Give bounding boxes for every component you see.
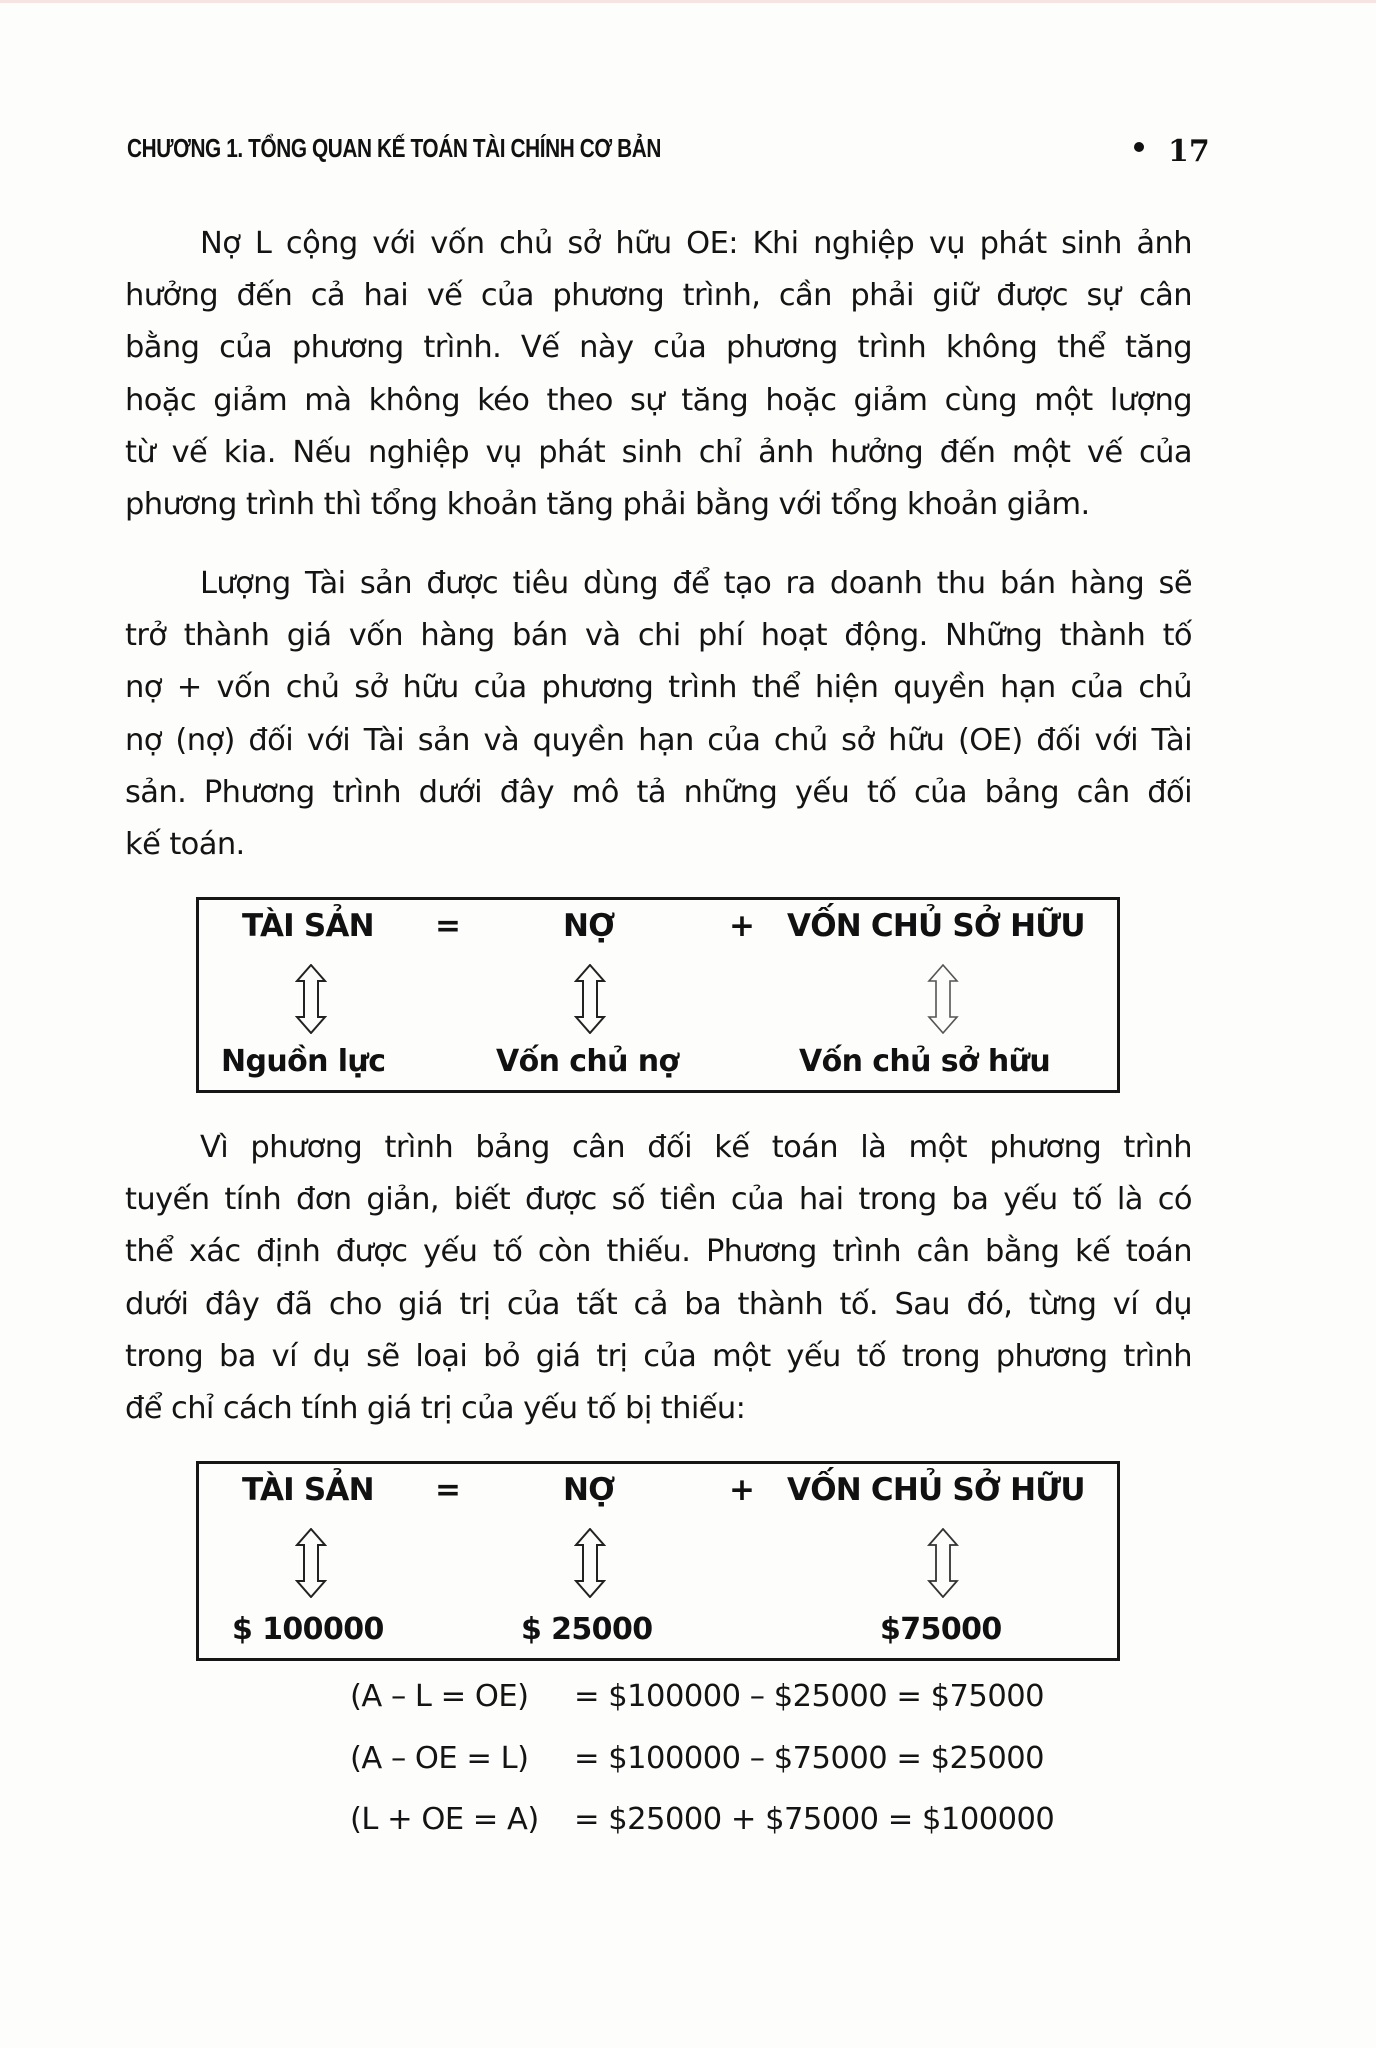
text-line: Nợ L cộng với vốn chủ sở hữu OE: Khi nghiệp vụ phát sinh ảnh <box>200 226 1192 261</box>
calculation-formula: (L + OE = A) <box>350 1802 539 1837</box>
text-line: nợ (nợ) đối với Tài sản và quyền hạn của chủ sở hữu (OE) đối với Tài <box>125 722 1192 758</box>
calculation-result: = $100000 – $75000 = $25000 <box>574 1741 1045 1776</box>
text-line: từ vế kia. Nếu nghiệp vụ phát sinh chỉ ảnh hưởng đến một vế của <box>125 434 1192 470</box>
double-arrow-icon <box>574 964 606 1034</box>
term-liabilities: NỢ <box>563 1472 615 1508</box>
text-line: Lượng Tài sản được tiêu dùng để tạo ra doanh thu bán hàng sẽ <box>200 566 1192 601</box>
equals-sign: = <box>435 908 461 944</box>
text-line: để chỉ cách tính giá trị của yếu tố bị thiếu: <box>125 1390 746 1426</box>
text-line: hưởng đến cả hai vế của phương trình, cần phải giữ được sự cân <box>125 278 1192 314</box>
label-resources: Nguồn lực <box>221 1044 386 1079</box>
paragraph-linear-equation <box>125 1122 1192 1435</box>
term-equity: VỐN CHỦ SỞ HỮU <box>787 1472 1085 1508</box>
text-line: hoặc giảm mà không kéo theo sự tăng hoặc giảm cùng một lượng <box>125 382 1192 418</box>
calculation-formula: (A – OE = L) <box>350 1741 529 1776</box>
plus-sign: + <box>729 908 755 944</box>
double-arrow-icon <box>927 1528 959 1598</box>
plus-sign: + <box>729 1472 755 1508</box>
double-arrow-icon <box>295 964 327 1034</box>
double-arrow-icon <box>927 964 959 1034</box>
balance-sheet-equation-values-box <box>196 1461 1120 1661</box>
text-line: bằng của phương trình. Vế này của phương trình không thể tăng <box>125 330 1192 366</box>
text-line: kế toán. <box>125 826 245 862</box>
text-line: dưới đây đã cho giá trị của tất cả ba thành tố. Sau đó, từng ví dụ <box>125 1286 1192 1322</box>
scan-edge <box>0 0 1376 3</box>
calculation-row <box>350 1679 1044 1714</box>
term-assets: TÀI SẢN <box>242 908 374 944</box>
term-liabilities: NỢ <box>563 908 615 944</box>
label-creditor-capital: Vốn chủ nợ <box>496 1044 679 1079</box>
term-assets: TÀI SẢN <box>242 1472 374 1508</box>
text-line: trở thành giá vốn hàng bán và chi phí hoạt động. Những thành tố <box>125 618 1192 654</box>
double-arrow-icon <box>574 1528 606 1598</box>
text-line: phương trình thì tổng khoản tăng phải bằng với tổng khoản giảm. <box>125 486 1090 522</box>
calculation-result: = $25000 + $75000 = $100000 <box>574 1802 1055 1837</box>
paragraph-assets-consumed <box>125 558 1192 871</box>
balance-sheet-equation-concepts-box <box>196 897 1120 1093</box>
text-line: tuyến tính đơn giản, biết được số tiền của hai trong ba yếu tố là có <box>125 1182 1192 1218</box>
text-line: trong ba ví dụ sẽ loại bỏ giá trị của một yếu tố trong phương trình <box>125 1338 1192 1374</box>
calculation-row <box>350 1741 1044 1776</box>
text-line: Vì phương trình bảng cân đối kế toán là một phương trình <box>200 1130 1192 1165</box>
page-number: 17 <box>1168 134 1210 169</box>
equals-sign: = <box>435 1472 461 1508</box>
label-owner-equity: Vốn chủ sở hữu <box>799 1044 1051 1079</box>
term-equity: VỐN CHỦ SỞ HỮU <box>787 908 1085 944</box>
calculation-result: = $100000 – $25000 = $75000 <box>574 1679 1045 1714</box>
paragraph-liabilities-equity <box>125 218 1192 531</box>
bullet-icon <box>1134 142 1144 152</box>
text-line: thể xác định được yếu tố còn thiếu. Phương trình cân bằng kế toán <box>125 1234 1192 1270</box>
running-head-chapter-title: CHƯƠNG 1. TỔNG QUAN KẾ TOÁN TÀI CHÍNH CƠ BẢN <box>127 133 661 163</box>
value-liabilities: $ 25000 <box>521 1612 653 1647</box>
value-assets: $ 100000 <box>232 1612 384 1647</box>
double-arrow-icon <box>295 1528 327 1598</box>
text-line: nợ + vốn chủ sở hữu của phương trình thể hiện quyền hạn của chủ <box>125 670 1192 706</box>
value-equity: $75000 <box>880 1612 1002 1647</box>
calculation-formula: (A – L = OE) <box>350 1679 529 1714</box>
calculation-row <box>350 1802 1054 1837</box>
text-line: sản. Phương trình dưới đây mô tả những yếu tố của bảng cân đối <box>125 774 1192 810</box>
